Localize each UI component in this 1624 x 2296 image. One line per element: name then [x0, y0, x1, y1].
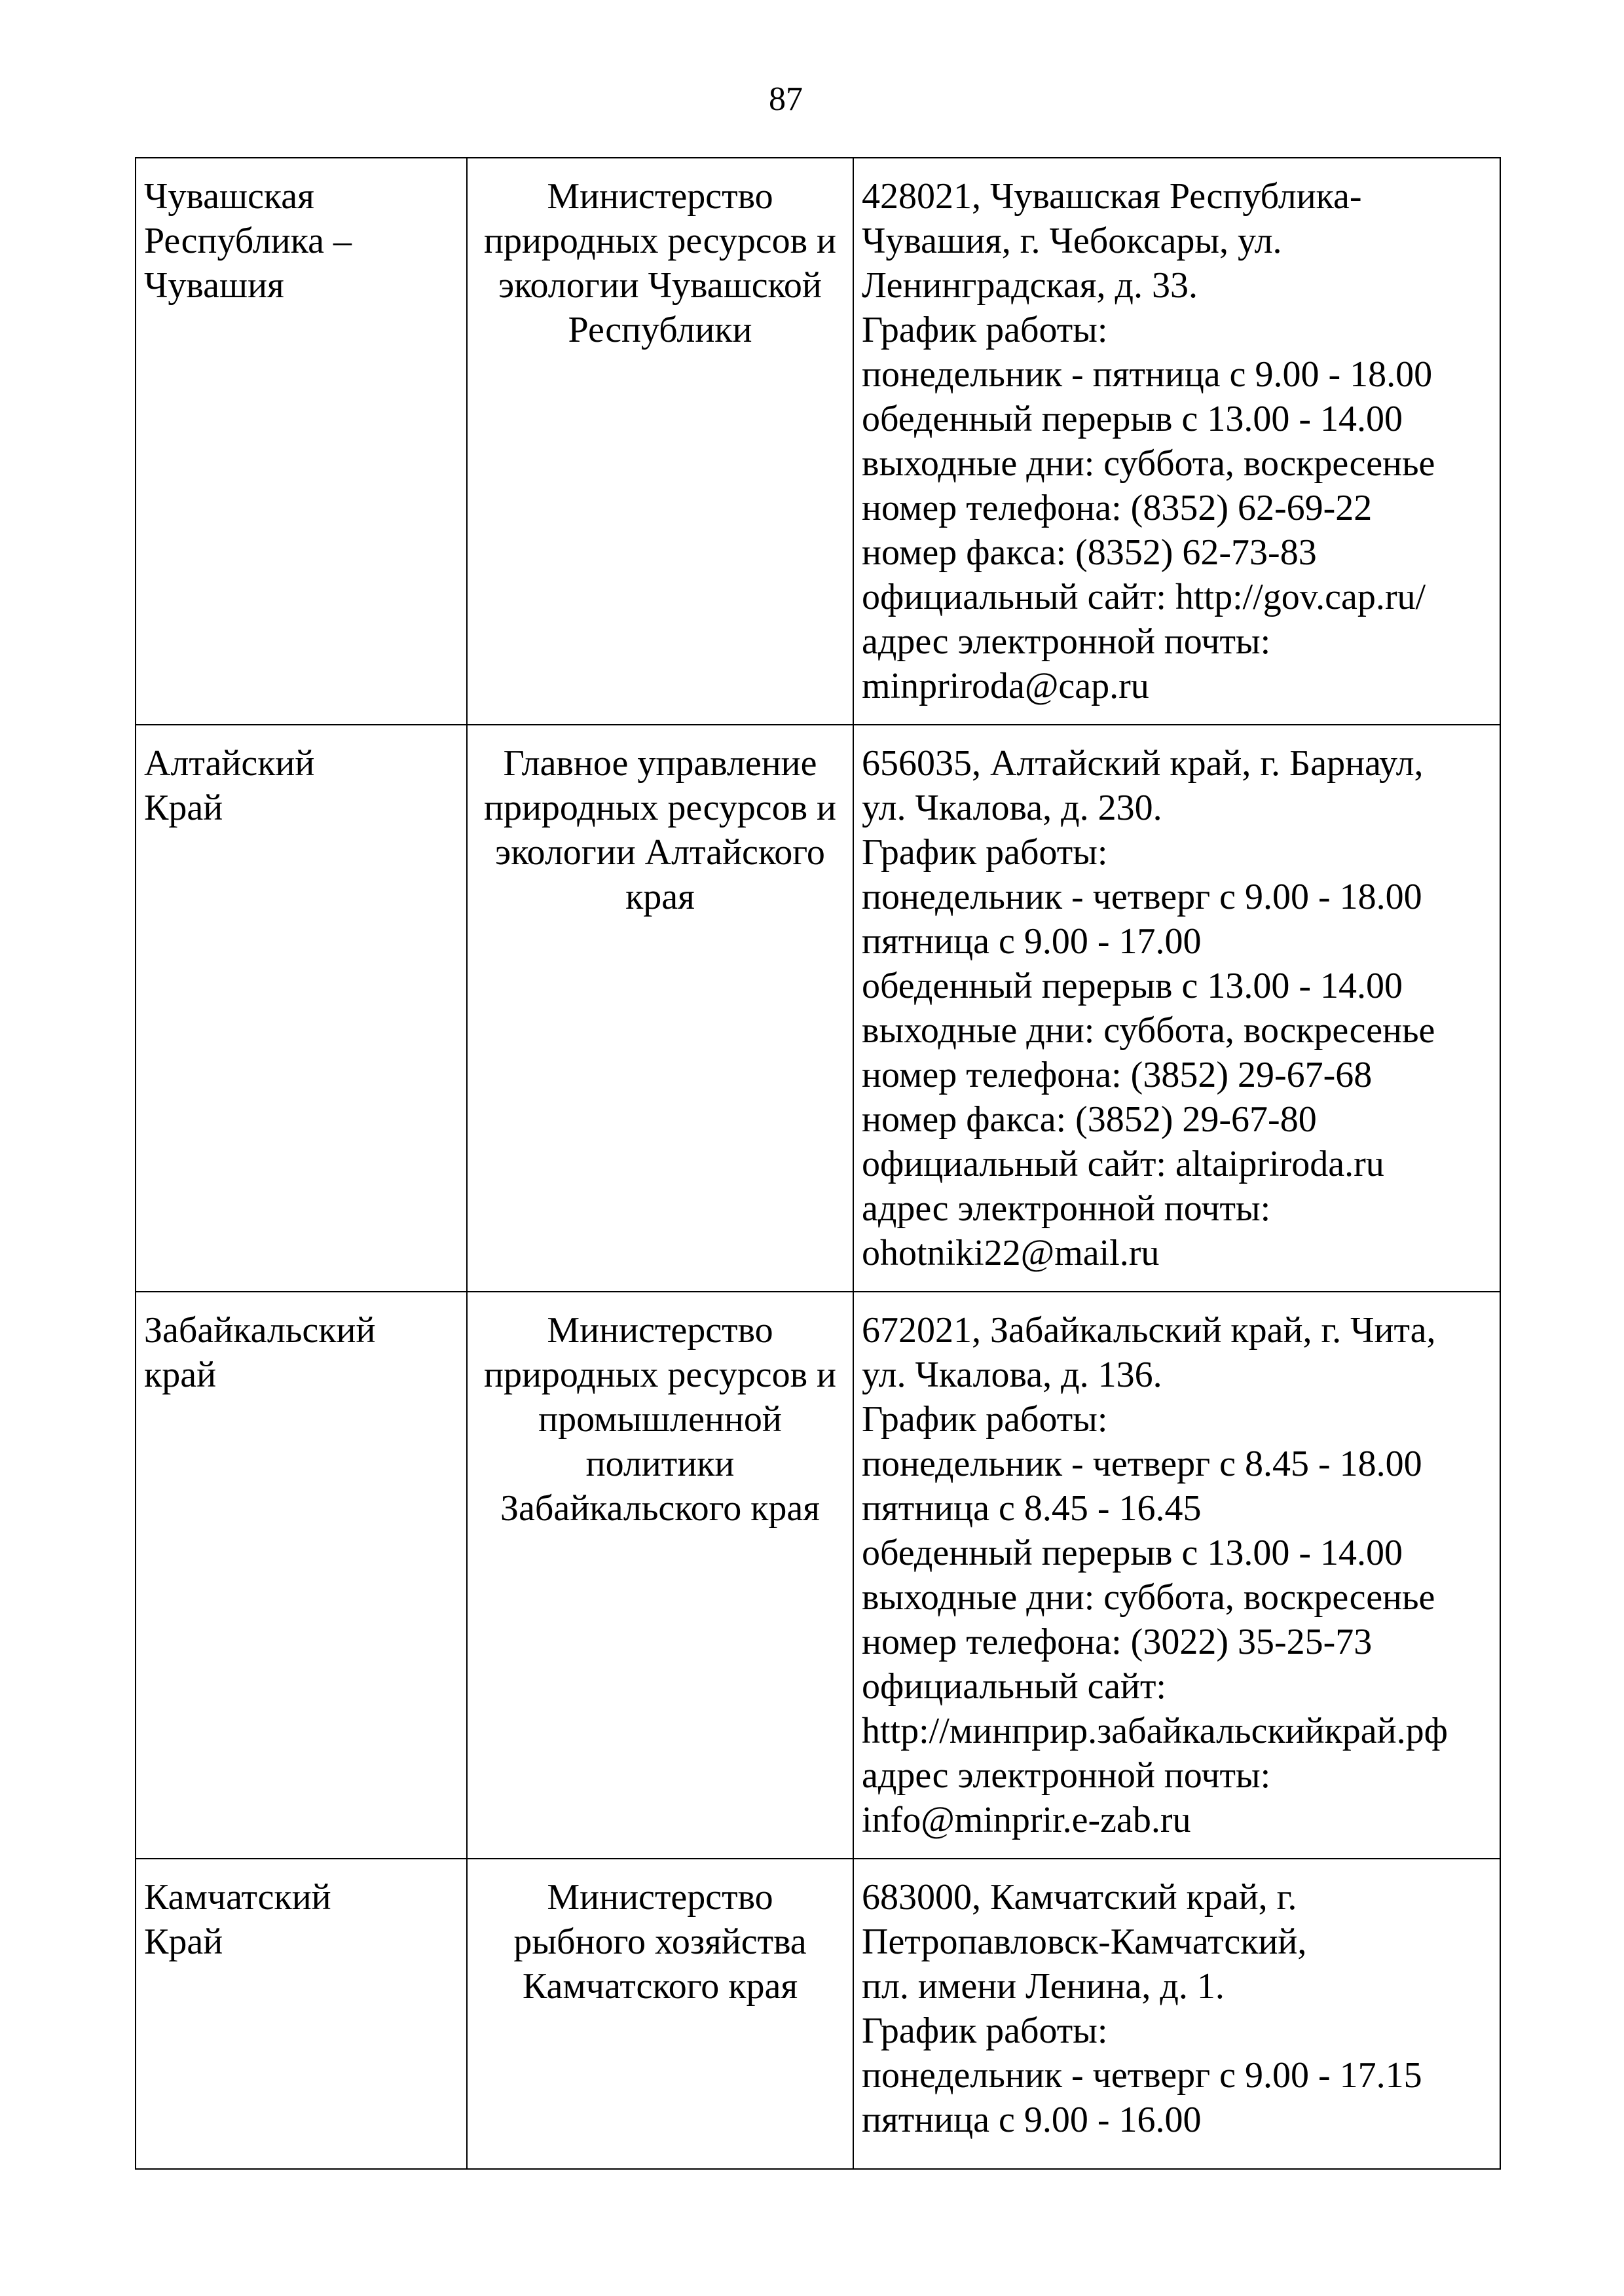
region-name: Забайкальский край: [144, 1310, 376, 1395]
organization-cell: [467, 725, 853, 1292]
region-cell: [136, 1859, 467, 2169]
region-cell: [136, 725, 467, 1292]
contacts-cell: [853, 1859, 1500, 2169]
page-number: 87: [769, 81, 803, 118]
region-name: Камчатский Край: [144, 1877, 331, 1962]
organization-cell: [467, 1292, 853, 1859]
table-row: [136, 1292, 1500, 1859]
table-row: [136, 1859, 1500, 2169]
contact-details: 683000, Камчатский край, г. Петропавловск-Камчатский, пл. имени Ленина, д. 1. График работы: понедельник - четверг с 9.00 - 17.15 пятница с 9.00 - 16.00: [862, 1877, 1422, 2140]
organization-cell: [467, 158, 853, 725]
organization-name: Главное управление природных ресурсов и экологии Алтайского края: [483, 743, 837, 917]
contacts-cell: [853, 1292, 1500, 1859]
table-row: [136, 158, 1500, 725]
region-cell: [136, 1292, 467, 1859]
contact-details: 428021, Чувашская Республика- Чувашия, г. Чебоксары, ул. Ленинградская, д. 33. График работы: понедельник - пятница с 9.00 - 18.00 обеденный перерыв с 13.00 - 14.00 выходные дни: суббота, воскресенье номер телефона: (8352) 62-69-22 номер факса: (8352) 62-73-83 официальный сайт: http://gov.cap.ru/ адрес электронной почты: minpriroda@cap.ru: [862, 176, 1435, 706]
organization-name: Министерство рыбного хозяйства Камчатского края: [513, 1877, 807, 2007]
organization-name: Министерство природных ресурсов и промышленной политики Забайкальского края: [483, 1310, 837, 1529]
region-name: Чувашская Республика – Чувашия: [144, 176, 352, 306]
agencies-table: [135, 157, 1501, 2170]
region-cell: [136, 158, 467, 725]
organization-name: Министерство природных ресурсов и экологии Чувашской Республики: [483, 176, 837, 350]
contact-details: 672021, Забайкальский край, г. Чита, ул. Чкалова, д. 136. График работы: понедельник - четверг с 8.45 - 18.00 пятница с 8.45 - 16.45 обеденный перерыв с 13.00 - 14.00 выходные дни: суббота, воскресенье номер телефона: (3022) 35-25-73 официальный сайт: http://минприр.забайкальскийкрай.рф адрес электронной почты: info@minprir.e-zab.ru: [862, 1310, 1448, 1840]
contact-details: 656035, Алтайский край, г. Барнаул, ул. Чкалова, д. 230. График работы: понедельник - четверг с 9.00 - 18.00 пятница с 9.00 - 17.00 обеденный перерыв с 13.00 - 14.00 выходные дни: суббота, воскресенье номер телефона: (3852) 29-67-68 номер факса: (3852) 29-67-80 официальный сайт: altaipriroda.ru адрес электронной почты: ohotniki22@mail.ru: [862, 743, 1435, 1273]
table-row: [136, 725, 1500, 1292]
organization-cell: [467, 1859, 853, 2169]
contacts-cell: [853, 158, 1500, 725]
region-name: Алтайский Край: [144, 743, 315, 828]
contacts-cell: [853, 725, 1500, 1292]
